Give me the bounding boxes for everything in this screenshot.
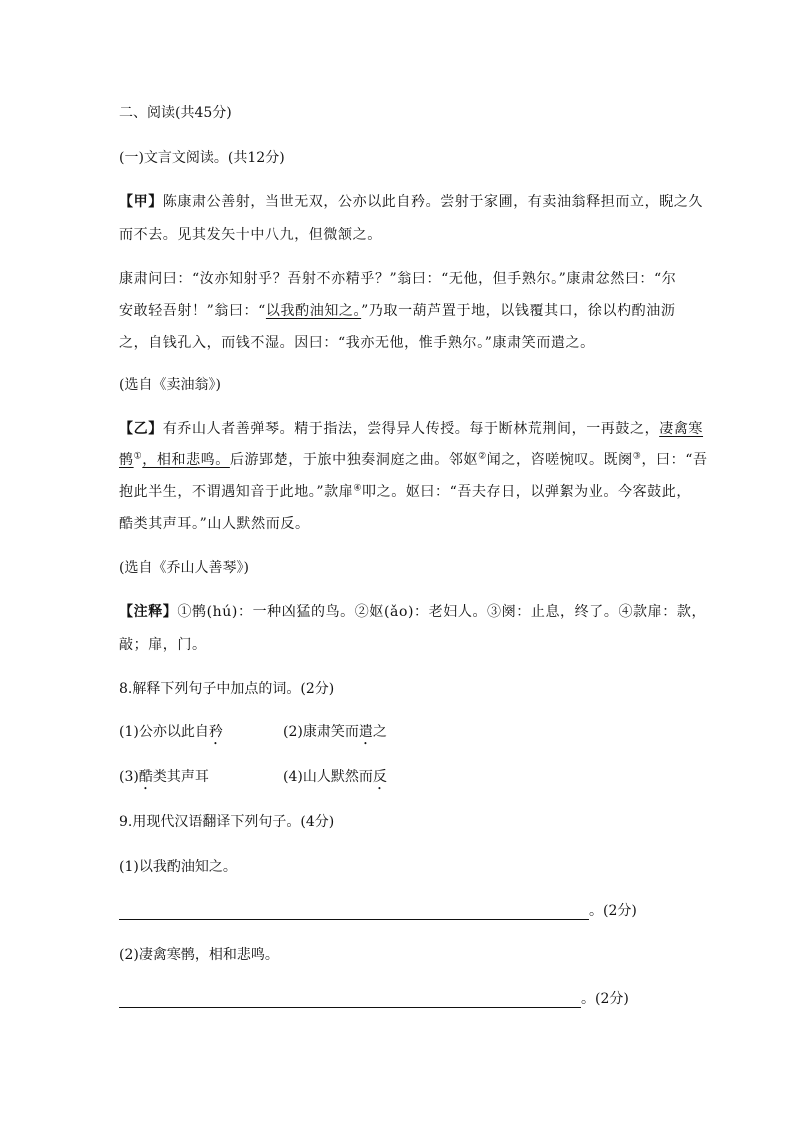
note-marker-2: ② [478, 451, 487, 462]
notes-label: 【注释】 [119, 604, 178, 620]
q9-answer-2-row [119, 990, 629, 1008]
yi-line-1: 【乙】有乔山人者善弹琴。精于指法，尝得异人传授。每于断林荒荆间，一再鼓之，凄禽寒 [119, 421, 704, 437]
jia-line-1: 【甲】陈康肃公善射，当世无双，公亦以此自矜。尝射于家圃，有卖油翁释担而立，睨之久 [119, 194, 704, 210]
yi-label: 【乙】 [119, 421, 163, 437]
underlined-sentence: 以我酌油知之。 [265, 303, 362, 319]
q8-item-1: (1)公亦以此自矜 [119, 724, 223, 740]
q8-item-2: (2)康肃笑而遣之 [283, 724, 387, 740]
jia-line-2: 而不去。见其发矢十中八九，但微颔之。 [119, 227, 382, 243]
yi-line-4: 酷类其声耳。”山人默然而反。 [119, 516, 310, 532]
answer-blank-2[interactable] [119, 993, 581, 1008]
q8-title: 8.解释下列句子中加点的词。(2分) [119, 681, 335, 697]
q9-answer-1-row [119, 902, 637, 920]
note-marker-4: ④ [353, 483, 363, 494]
q9-sentence-1: (1)以我酌油知之。 [119, 859, 237, 875]
yi-source: (选自《乔山人善琴》) [119, 560, 249, 576]
sub-title: (一)文言文阅读。(共12分) [119, 150, 285, 166]
section-title: 二、阅读(共45分) [119, 105, 232, 121]
answer-blank-1[interactable] [119, 905, 589, 920]
q8-item-4: (4)山人默然而反 [283, 769, 387, 785]
notes-line-2: 敲；扉，门。 [119, 637, 207, 653]
note-marker-1: ① [133, 451, 143, 462]
q9-title: 9.用现代汉语翻译下列句子。(4分) [119, 814, 335, 830]
jia-p2-line-1: 康肃问曰：“汝亦知射乎？吾射不亦精乎？”翁曰：“无他，但手熟尔。”康肃忿然曰：“尔 [119, 271, 677, 287]
q9-score-1: 。(2分) [589, 903, 637, 919]
notes-line-1: 【注释】①鹘(hú)：一种凶猛的鸟。②妪(ǎo)：老妇人。③阕：止息，终了。④款扉：款， [119, 604, 707, 620]
jia-p2-line-2: 安敢轻吾射！”翁曰：“以我酌油知之。”乃取一葫芦置于地，以钱覆其口，徐以杓酌油沥 [119, 303, 676, 319]
yi-line-2: 鹘①，相和悲鸣。后游郢楚，于旅中独奏洞庭之曲。邻妪②闻之，咨嗟惋叹。既阕③，曰：“吾 [119, 451, 708, 468]
jia-label: 【甲】 [119, 194, 163, 210]
jia-p2-line-3: 之，自钱孔入，而钱不湿。因曰：“我亦无他，惟手熟尔。”康肃笑而遣之。 [119, 335, 595, 351]
q9-sentence-2: (2)凄禽寒鹘，相和悲鸣。 [119, 947, 279, 963]
note-marker-3: ③ [632, 451, 642, 462]
q9-score-2: 。(2分) [581, 991, 629, 1007]
q8-item-3: (3)酷类其声耳 [119, 769, 209, 785]
yi-line-3: 抱此半生，不谓遇知音于此地。”款扉④叩之。妪曰：“吾夫存日，以弹絮为业。今客鼓此， [119, 483, 691, 500]
jia-source: (选自《卖油翁》) [119, 377, 221, 393]
